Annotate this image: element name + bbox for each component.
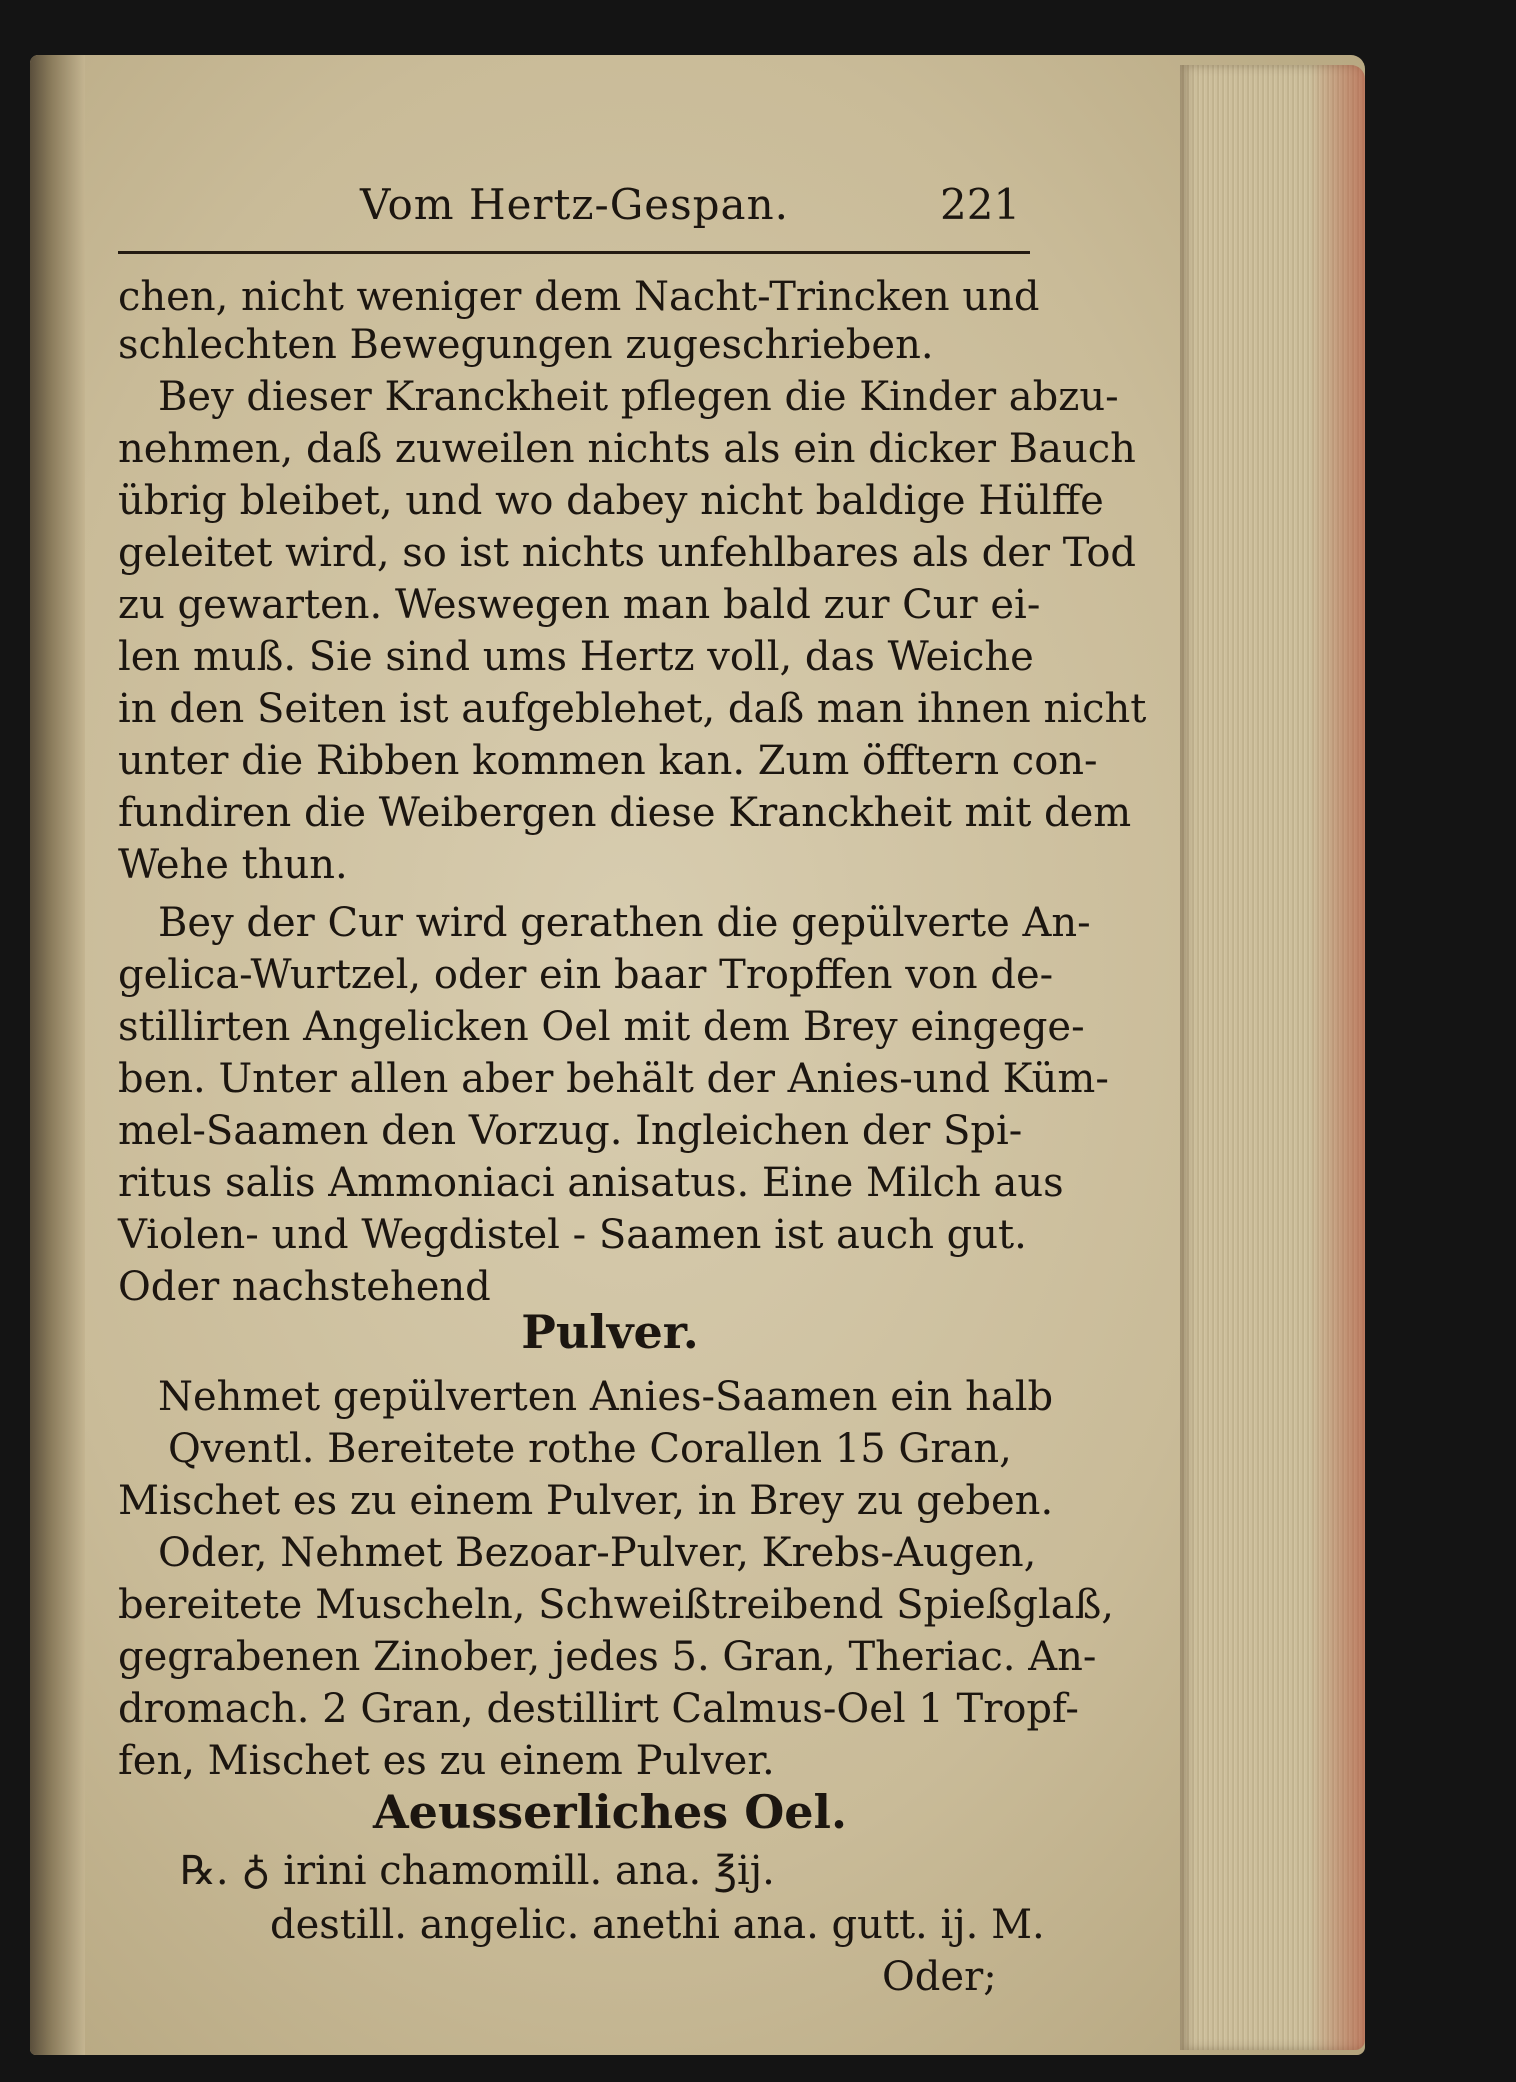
text-line: Violen- und Wegdistel - Saamen ist auch gut. [118, 1212, 1027, 1258]
text-line: schlechten Bewegungen zugeschrieben. [118, 322, 934, 368]
text-line: Bey der Cur wird gerathen die gepülverte An- [158, 900, 1091, 946]
header-rule [118, 251, 1030, 254]
catchword: Oder; [882, 1954, 997, 2000]
text-line: Qventl. Bereitete rothe Corallen 15 Gran, [168, 1426, 1012, 1472]
text-line: nehmen, daß zuweilen nichts als ein dicker Bauch [118, 426, 1136, 472]
text-line: fen, Mischet es zu einem Pulver. [118, 1738, 775, 1784]
text-line: Nehmet gepülverten Anies-Saamen ein halb [158, 1374, 1054, 1420]
section-heading-oel: Aeusserliches Oel. [372, 1785, 848, 1839]
text-line: Wehe thun. [118, 842, 348, 888]
recipe-line: ℞. ♁ irini chamomill. ana. ℥ij. [180, 1848, 775, 1894]
edge-stain [1310, 65, 1365, 2050]
text-line: gelica-Wurtzel, oder ein baar Tropffen von de- [118, 952, 1054, 998]
text-line: ben. Unter allen aber behält der Anies-und Küm- [118, 1056, 1109, 1102]
text-line: gegrabenen Zinober, jedes 5. Gran, Theriac. An- [118, 1634, 1097, 1680]
text-line: len muß. Sie sind ums Hertz voll, das Weiche [118, 634, 1034, 680]
page-edges [1180, 65, 1365, 2050]
text-line: ritus salis Ammoniaci anisatus. Eine Milch aus [118, 1160, 1064, 1206]
page-gutter [30, 55, 85, 2055]
text-line: chen, nicht weniger dem Nacht-Trincken und [118, 274, 1040, 320]
text-line: fundiren die Weibergen diese Kranckheit mit dem [118, 790, 1132, 836]
header-title: Vom Hertz-Gespan. [360, 180, 789, 229]
text-line: bereitete Muscheln, Schweißtreibend Spießglaß, [118, 1582, 1115, 1628]
text-line: Oder, Nehmet Bezoar-Pulver, Krebs-Augen, [158, 1530, 1037, 1576]
text-line: zu gewarten. Weswegen man bald zur Cur ei- [118, 582, 1041, 628]
text-line: Bey dieser Kranckheit pflegen die Kinder abzu- [158, 374, 1119, 420]
text-line: geleitet wird, so ist nichts unfehlbares als der Tod [118, 530, 1137, 576]
recipe-line: destill. angelic. anethi ana. gutt. ij. M. [270, 1902, 1045, 1948]
text-line: unter die Ribben kommen kan. Zum öfftern con- [118, 738, 1098, 784]
page-number: 221 [940, 180, 1021, 229]
text-line: dromach. 2 Gran, destillirt Calmus-Oel 1 Tropf- [118, 1686, 1079, 1732]
book-page [30, 55, 1365, 2055]
text-line: Oder nachstehend [118, 1264, 491, 1310]
text-line: stillirten Angelicken Oel mit dem Brey eingege- [118, 1004, 1085, 1050]
text-line: mel-Saamen den Vorzug. Ingleichen der Spi- [118, 1108, 1023, 1154]
text-line: in den Seiten ist aufgeblehet, daß man ihnen nicht [118, 686, 1147, 732]
text-line: Mischet es zu einem Pulver, in Brey zu geben. [118, 1478, 1054, 1524]
text-line: übrig bleibet, und wo dabey nicht baldige Hülffe [118, 478, 1104, 524]
running-header [360, 180, 1040, 240]
section-heading-pulver: Pulver. [521, 1305, 699, 1359]
